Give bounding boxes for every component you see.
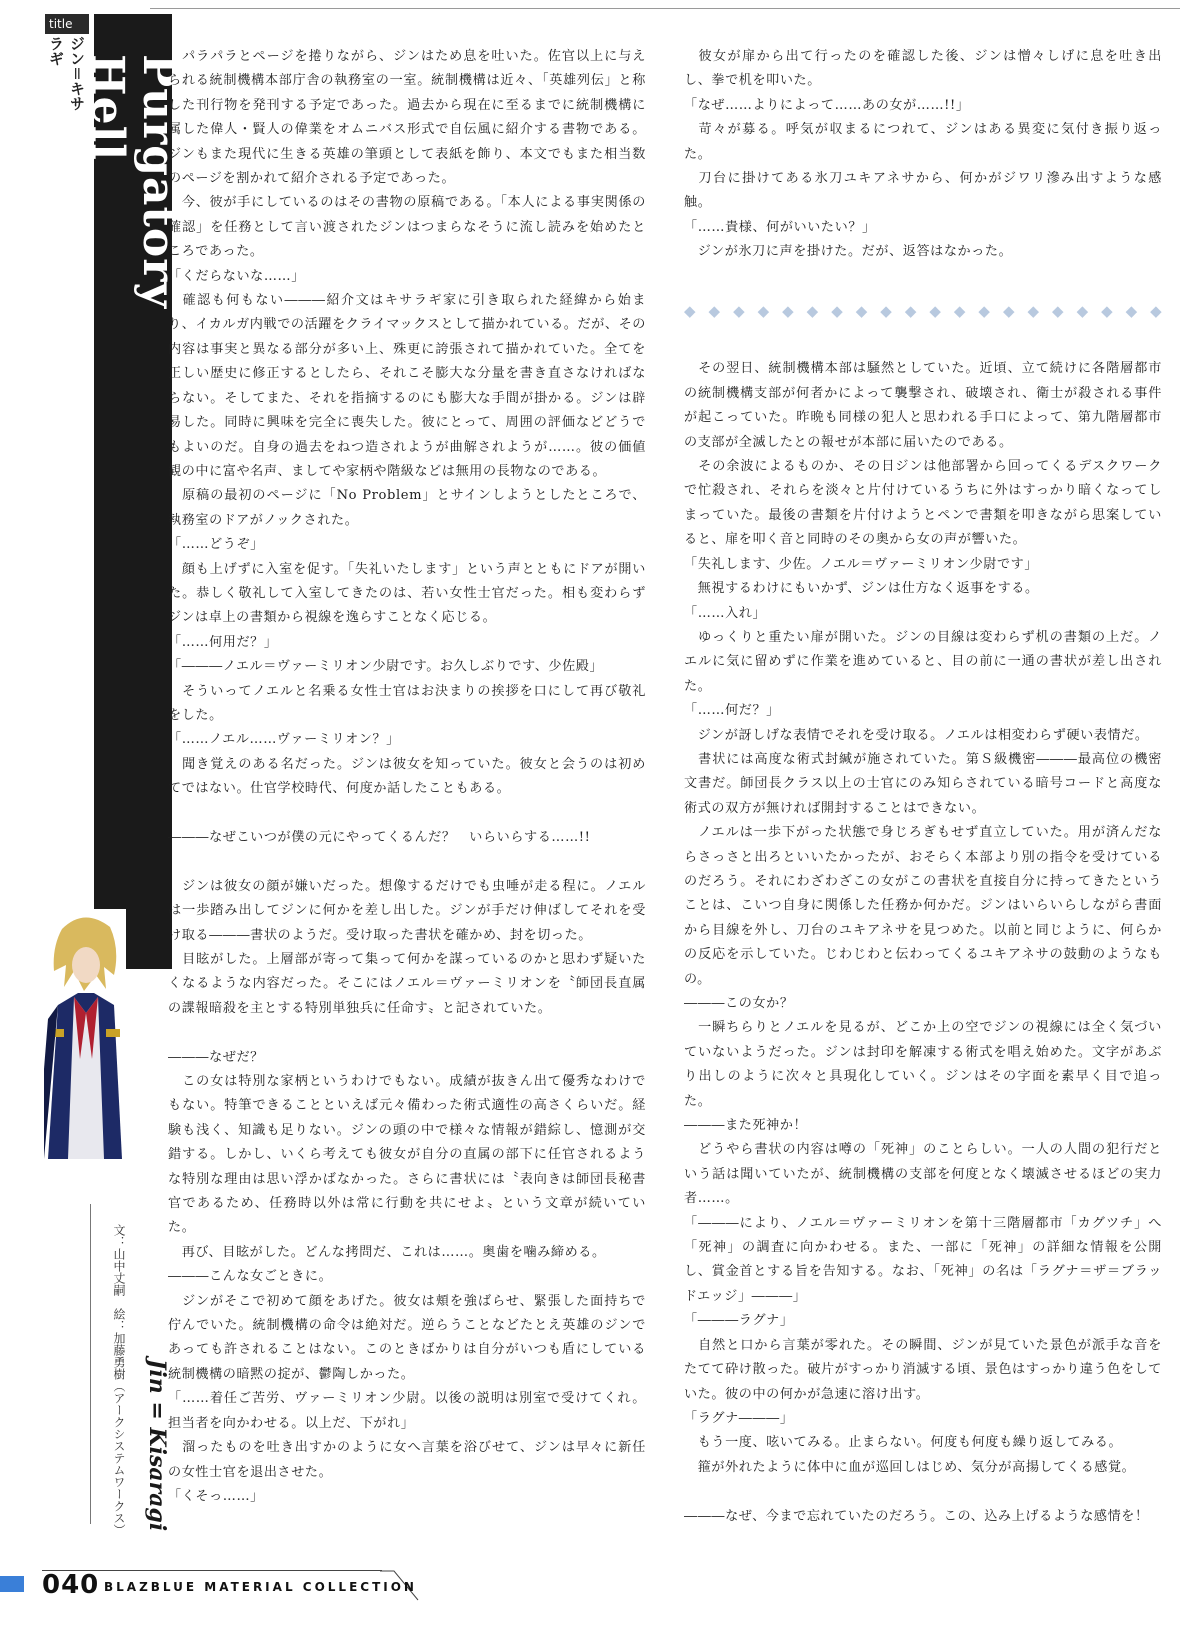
blank-line xyxy=(684,1480,1162,1504)
paragraph: ジンは彼女の顔が嫌いだった。想像するだけでも虫唾が走る程に。ノエルは一歩踏み出してジンに何かを差し出した。ジンが手だけ伸ばしてそれを受け取る―――書状のようだ。受け取った書状を確かめ、封を切った。 xyxy=(168,878,646,943)
title-tag: title xyxy=(45,14,89,34)
paragraph: ―――この女か？ xyxy=(684,996,794,1011)
credits: 文：山中丈嗣 絵：加藤勇樹（アークシステムワークス） xyxy=(112,1224,126,1536)
blank-line xyxy=(168,850,646,874)
character-name-jp: ジン＝キサラギ xyxy=(47,36,86,112)
paragraph: 苛々が募る。呼気が収まるにつれて、ジンはある異変に気付き振り返った。 xyxy=(684,122,1162,162)
paragraph: 一瞬ちらりとノエルを見るが、どこか上の空でジンの視線には全く気づいていないようだった。ジンは封印を解凍する術式を唱え始めた。文字があぶり出しのように次々と具現化していく。ジンはその字面を素早く目で追った。 xyxy=(684,1020,1162,1109)
book-title: BLAZBLUE MATERIAL COLLECTION xyxy=(104,1580,417,1594)
story-title: Purgatory Hell xyxy=(82,54,184,309)
blank-line xyxy=(684,333,1162,357)
paragraph: ―――なぜこいつが僕の元にやってくるんだ？ いらいらする……!! xyxy=(168,829,591,845)
paragraph: 聞き覚えのある名だった。ジンは彼女を知っていた。彼女と会うのは初めてではない。仕官学校時代、何度か話したこともある。 xyxy=(168,756,646,797)
footer-accent-tab xyxy=(0,1576,24,1592)
character-portrait xyxy=(44,909,126,1159)
paragraph: 書状には高度な術式封緘が施されていた。第Ｓ級機密―――最高位の機密文書だ。師団長クラス以上の士官にのみ知らされている暗号コードと高度な術式の双方が無ければ開封することはできない。 xyxy=(684,751,1162,816)
paragraph: 「……貴様、何がいいたい？」 xyxy=(684,219,876,235)
paragraph: 「―――により、ノエル＝ヴァーミリオンを第十三階層都市「カグツチ」へ「死神」の調査に向かわせる。また、一部に「死神」の詳細な情報を公開し、賞金首とする旨を告知する。なお、「死神」の名は「ラグナ＝ザ＝ブラッドエッジ」―――」 xyxy=(684,1215,1162,1304)
paragraph: 「失礼します、少佐。ノエル＝ヴァーミリオン少尉です」 xyxy=(684,556,1039,572)
paragraph: 無視するわけにもいかず、ジンは仕方なく返事をする。 xyxy=(684,581,1039,597)
paragraph: ノエルは一歩下がった状態で身じろぎもせず直立していた。用が済んだならさっさと出ろといいたかったが、おそらく本部より別の指令を受けているのだろう。それにわざわざこの女がこの書状を直接自分に持ってきたということは、こいつ自身に関係した任務か何かだ。ジンはいらいらしながら書面から目線を外し、刀台のユキアネサを見つめた。以前と同じように、何らかの反応を示していた。じわじわと伝わってくるユキアネサの鼓動のようなもの。 xyxy=(684,825,1162,987)
paragraph: そういってノエルと名乗る女性士官はお決まりの挨拶を口にして再び敬礼をした。 xyxy=(168,683,646,723)
paragraph: もう一度、呟いてみる。止まらない。何度も何度も繰り返してみる。 xyxy=(684,1435,1123,1451)
paragraph: 「……着任ご苦労、ヴァーミリオン少尉。以後の説明は別室で受けてくれ。担当者を向かわせる。以上だ、下がれ」 xyxy=(168,1391,646,1431)
paragraph: 原稿の最初のページに「No Problem」とサインしようとしたところで、執務室のドアがノックされた。 xyxy=(168,488,646,528)
paragraph: 確認も何もない―――紹介文はキサラギ家に引き取られた経緯から始まり、イカルガ内戦での活躍をクライマックスとして描かれている。だが、その内容は事実と異なる部分が多い上、殊更に誇張されて描かれていた。全てを正しい歴史に修正するとしたら、それこそ膨大な分量を書き直さなければならない。そしてまた、それを指摘するのにも膨大な手間が掛かる。ジンは辟易した。同時に興味を完全に喪失した。彼にとって、周囲の評価などどうでもよいのだ。自身の過去をねつ造されようが曲解されようが……。彼の価値観の中に富や名声、ましてや家柄や階級などは無用の長物なのである。 xyxy=(168,293,646,479)
paragraph: 「くだらないな……」 xyxy=(168,268,305,284)
page-footer xyxy=(0,1568,1200,1642)
paragraph: ―――こんな女ごときに。 xyxy=(168,1269,333,1285)
paragraph: その余波によるものか、その日ジンは他部署から回ってくるデスクワークで忙殺され、それらを淡々と片付けているうちに外はすっかり暗くなってしまっていた。最後の書類を片付けようとペンで書類を叩きながら思案していると、扉を叩く音と同時のその奥から女の声が響いた。 xyxy=(684,459,1162,548)
paragraph: その翌日、統制機構本部は騒然としていた。近頃、立て続けに各階層都市の統制機構支部が何者かによって襲撃され、破壊され、衛士が殺される事件が起こっていた。昨晩も同様の犯人と思われる手口によって、第九階層都市の支部が全滅したとの報せが本部に届いたのである。 xyxy=(684,361,1162,450)
paragraph: 「ラグナ―――」 xyxy=(684,1410,794,1426)
paragraph: 「くそっ……」 xyxy=(168,1488,264,1504)
paragraph: 今、彼が手にしているのはその書物の原稿である。「本人による事実関係の確認」を任務として言い渡されたジンはつまらなそうに流し読みを始めたところであった。 xyxy=(168,195,646,260)
paragraph: ゆっくりと重たい扉が開いた。ジンの目線は変わらず机の書類の上だ。ノエルに気に留めずに作業を進めていると、目の前に一通の書状が差し出された。 xyxy=(684,629,1162,694)
paragraph: 顔も上げずに入室を促す。「失礼いたします」という声とともにドアが開いた。恭しく敬礼して入室してきたのは、若い女性士官だった。相も変わらずジンは卓上の書類から視線を逸らすことなく応じる。 xyxy=(168,561,646,626)
paragraph: 「―――ラグナ」 xyxy=(684,1313,794,1329)
paragraph: ジンが訝しげな表情でそれを受け取る。ノエルは相変わらず硬い表情だ。 xyxy=(684,727,1149,743)
paragraph: ジンがそこで初めて顔をあげた。彼女は頬を強ばらせ、緊張した面持ちで佇んでいた。統制機構の命令は絶対だ。逆らうことなどたとえ英雄のジンであっても許されることはない。このときばかりは自分がいつも盾にしている統制機構の暗黙の掟が、鬱陶しかった。 xyxy=(168,1293,646,1382)
paragraph: 彼女が扉から出て行ったのを確認した後、ジンは憎々しげに息を吐き出し、拳で机を叩いた。 xyxy=(684,49,1162,89)
paragraph: ―――なぜだ？ xyxy=(168,1049,264,1065)
left-column xyxy=(168,45,646,1509)
paragraph: 再び、目眩がした。どんな拷問だ、これは……。奥歯を噛み締める。 xyxy=(168,1244,606,1260)
title-band xyxy=(82,14,184,969)
paragraph: どうやら書状の内容は噂の「死神」のことらしい。一人の人間の犯行だという話は聞いていたが、統制機構の支部を何度となく壊滅させるほどの実力者……。 xyxy=(684,1142,1162,1207)
paragraph: ―――また死神か！ xyxy=(684,1118,808,1134)
paragraph: ―――なぜ、今まで忘れていたのだろう。この、込み上げるような感情を！ xyxy=(684,1508,1149,1524)
paragraph: 溜ったものを吐き出すかのように女へ言葉を浴びせて、ジンは早々に新任の女性士官を退出させた。 xyxy=(168,1440,646,1480)
scene-separator: ◆◆◆◆◆◆◆◆◆◆◆◆◆◆◆◆◆◆◆◆ xyxy=(684,302,1175,321)
portrait-illustration xyxy=(44,909,126,1159)
paragraph: 刀台に掛けてある氷刀ユキアネサから、何かがジワリ滲み出すような感触。 xyxy=(684,171,1162,211)
paragraph: 「……ノエル……ヴァーミリオン？」 xyxy=(168,732,400,748)
paragraph: 「―――ノエル＝ヴァーミリオン少尉です。お久しぶりです、少佐殿」 xyxy=(168,659,604,675)
title-sidebar xyxy=(42,14,184,1569)
paragraph: ジンが氷刀に声を掛けた。だが、返答はなかった。 xyxy=(684,244,1013,260)
paragraph: この女は特別な家柄というわけでもない。成績が抜きん出て優秀なわけでもない。特筆できることといえば元々備わった術式適性の高さくらいだ。経験も浅く、知識も足りない。ジンの頭の中で様々な情報が錯綜し、憶測が交錯する。しかし、いくら考えても彼女が自分の直属の部下に任官されるような特別な理由は思い浮かばなかった。さらに書状には〝表向きは師団長秘書官であるため、任務時以外は常に行動を共にせよ〟という文章が続いていた。 xyxy=(168,1074,646,1236)
paragraph: 「なぜ……よりによって……あの女が……!!」 xyxy=(684,97,970,113)
paragraph: 自然と口から言葉が零れた。その瞬間、ジンが見ていた景色が派手な音をたてて砕け散った。破片がすっかり消滅する頃、景色はすっかり違う色をしていた。彼の中の何かが急速に溶け出す。 xyxy=(684,1337,1162,1402)
paragraph: 箍が外れたように体中に血が巡回しはじめ、気分が高揚してくる感覚。 xyxy=(684,1459,1136,1475)
credit-divider xyxy=(90,1204,91,1524)
top-rule xyxy=(150,8,1180,9)
blank-line xyxy=(168,1021,646,1045)
paragraph: 「……どうぞ」 xyxy=(168,537,264,553)
character-name-romaji: Jin = Kisaragi xyxy=(144,1359,170,1532)
paragraph: パラパラとページを捲りながら、ジンはため息を吐いた。佐官以上に与えられる統制機構本部庁舎の執務室の一室。統制機構は近々、「英雄列伝」と称した刊行物を発刊する予定であった。過去から現在に至るまでに統制機構に属した偉人・賢人の偉業をオムニバス形式で自伝風に紹介する書物である。ジンもまた現代に生きる英雄の筆頭として表紙を飾り、本文でもまた相当数のページを割かれて紹介される予定であった。 xyxy=(168,49,646,187)
page-number: 040 xyxy=(42,1570,100,1600)
right-column xyxy=(684,45,1175,1529)
paragraph: 「……何だ？」 xyxy=(684,703,780,719)
blank-line xyxy=(168,802,646,826)
paragraph: 「……何用だ？」 xyxy=(168,634,278,650)
paragraph: 「……入れ」 xyxy=(684,605,767,621)
blank-line xyxy=(684,265,1162,289)
paragraph: 目眩がした。上層部が寄って集って何かを謀っているのかと思わず疑いたくなるような内容だった。そこにはノエル＝ヴァーミリオンを〝師団長直属の諜報暗殺を主とする特別単独兵に任命す〟と記されていた。 xyxy=(168,952,646,1016)
